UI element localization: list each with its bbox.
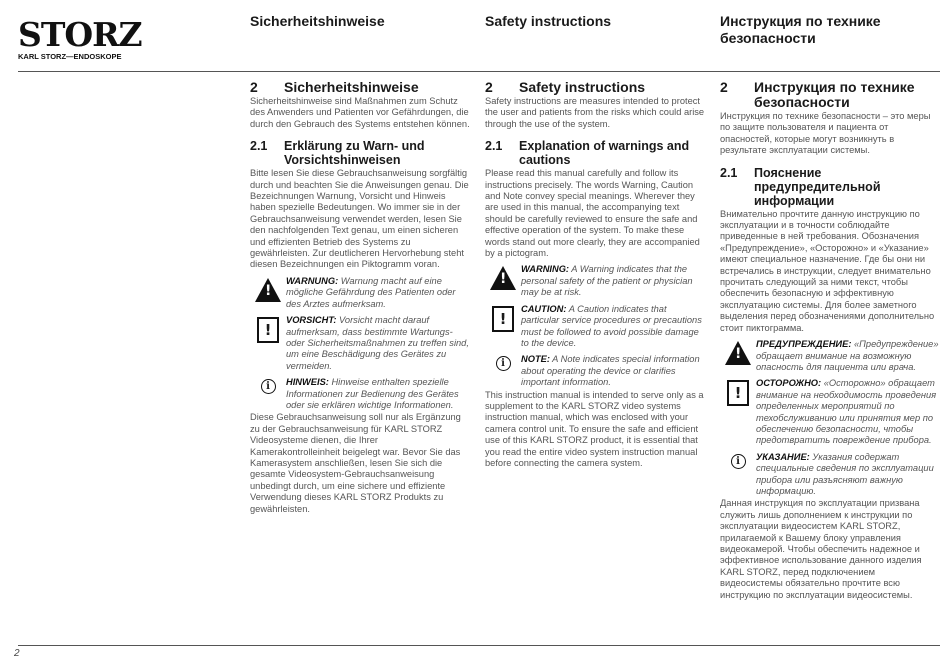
section-heading bbox=[720, 80, 940, 110]
section-title: Safety instructions bbox=[519, 79, 646, 95]
karl-storz-logo bbox=[18, 15, 150, 61]
section-number: 2 bbox=[485, 79, 493, 95]
caution-text: «Осторожно» обращает внимание на необходимость проведения определенных мероприятий по техобслуживанию или принятия мер по обеспечению безопасности, чтобы предотвратить повреждение прибора. bbox=[756, 378, 937, 446]
caution-note bbox=[720, 378, 940, 446]
logo-wordmark: STORZ bbox=[18, 15, 142, 54]
section-number: 2 bbox=[720, 79, 728, 95]
caution-text: Vorsicht macht darauf aufmerksam, dass bestimmte Wartungs- oder Sicherheitsmaßnahmen zu treffen sind, um eine Beschädigung des Gerätes zu vermeiden. bbox=[286, 315, 469, 371]
section-title: Sicherheitshinweise bbox=[284, 79, 419, 95]
body-paragraph: Внимательно прочтите данную инструкцию по эксплуатации и в точности соблюдайте приведенные в ней требования. Обозначения «Предупреждение», «Осторожно» и «Указание» имеют специальное назначение. Где бы они ни встречались в инструкции, следует внимательно прочитать следующий за ними текст, чтобы обеспечить безопасную и эффективную эксплуатацию системы. Для более заметного выделения перед обозначениями дополнительно стоит пиктограмма. bbox=[720, 208, 935, 333]
subsection-title: Erklärung zu Warn- und Vorsichtshinweisen bbox=[284, 139, 425, 168]
caution-label: VORSICHT: bbox=[286, 315, 337, 326]
intro-paragraph: Safety instructions are measures intended to protect the user and patients from the risks which could arise through the use of the system. bbox=[485, 96, 705, 129]
section-heading bbox=[485, 80, 707, 95]
body-paragraph: Bitte lesen Sie diese Gebrauchsanweisung sorgfältig durch und beachten Sie die Anweisungen genau. Die Bezeichnungen Warnung, Vorsicht und Hinweis haben spezielle Bedeutungen. Wo immer sie in der Gebrauchsanweisung verwendet werden, lesen Sie den nachfolgenden Text genau, um einen sicheren und effizienten Betrieb des Systems zu gewährleisten. Zur deutlicheren Hervorhebung steht diesen Bezeichnungen ein Piktogramm voran. bbox=[250, 168, 469, 270]
bottom-divider bbox=[18, 645, 940, 646]
body-paragraph: Please read this manual carefully and follow its instructions precisely. The words Warning, Caution and Note convey special meanings. Wherever they are used in this manual, the accompanying text should be carefully reviewed to ensure the safe and effective operation of the system. To make these words stand out more clearly, they are accompanied by a pictogram. bbox=[485, 168, 700, 259]
logo-subline: KARL STORZ—ENDOSKOPE bbox=[18, 52, 122, 61]
caution-note bbox=[485, 304, 707, 350]
top-divider bbox=[18, 71, 940, 72]
info-note bbox=[485, 354, 707, 388]
subsection-heading bbox=[485, 139, 707, 167]
caution-icon: ! bbox=[257, 317, 279, 343]
warning-label: WARNING: bbox=[521, 264, 570, 275]
subsection-heading bbox=[720, 166, 940, 208]
warning-triangle-icon: ! bbox=[490, 266, 516, 290]
note-label: УКАЗАНИЕ: bbox=[756, 451, 810, 462]
caution-label: ОСТОРОЖНО: bbox=[756, 378, 822, 389]
warning-label: ПРЕДУПРЕЖДЕНИЕ: bbox=[756, 339, 852, 350]
body-paragraph-2: Данная инструкция по эксплуатации призвана служить лишь дополнением к инструкции по эксплуатации видеосистем KARL STORZ, прилагаемой к Вашему блоку управления видеокамерой. Чтобы обеспечить надежное и эффективное использование данного изделия KARL STORZ, перед подключением видеосистемы обязательно прочтите всю инструкцию по эксплуатации видеосистемы. bbox=[720, 498, 922, 600]
info-icon: i bbox=[731, 454, 746, 469]
warning-triangle-icon: ! bbox=[725, 341, 751, 365]
subsection-title: Пояснение предупредительной информации bbox=[754, 165, 881, 208]
caution-icon: ! bbox=[492, 306, 514, 332]
subsection-number: 2.1 bbox=[250, 139, 268, 154]
caution-label: CAUTION: bbox=[521, 303, 567, 314]
note-text: Указания содержат специальные сведения по эксплуатации прибора или разъясняют важную информацию. bbox=[756, 451, 934, 496]
note-label: HINWEIS: bbox=[286, 377, 329, 388]
warning-note bbox=[250, 276, 470, 310]
subsection-number: 2.1 bbox=[720, 165, 738, 180]
column-de bbox=[250, 80, 470, 515]
info-icon: i bbox=[261, 379, 276, 394]
info-note bbox=[250, 377, 470, 411]
info-icon: i bbox=[496, 356, 511, 371]
note-text: Hinweise enthalten spezielle Informationen zur Bedienung des Gerätes oder sie erklären wichtige Informationen. bbox=[286, 377, 459, 410]
intro-paragraph: Sicherheitshinweise sind Maßnahmen zum Schutz des Anwenders und Patienten vor Gefährdungen, die durch den Gebrauch des Systems entstehen können. bbox=[250, 96, 470, 129]
warning-triangle-icon: ! bbox=[255, 278, 281, 302]
note-label: NOTE: bbox=[521, 354, 550, 365]
header-en: Safety instructions bbox=[485, 13, 612, 29]
column-ru bbox=[720, 80, 940, 601]
caution-icon: ! bbox=[727, 380, 749, 406]
subsection-number: 2.1 bbox=[485, 139, 503, 154]
header-de: Sicherheitshinweise bbox=[250, 13, 385, 29]
body-paragraph-2: Diese Gebrauchsanweisung soll nur als Ergänzung zu der Gebrauchsanweisung für KARL STORZ Videosysteme dienen, die Ihrer Kamerakontrolleinheit beigelegt war. Bevor Sie das Kamerasystem anschließen, lesen Sie sich die gesamte Videosystem-Gebrauchsanweisung unbedingt durch, um eine sichere und effiziente Verwendung dieses KARL STORZ Produkts zu gewährleisten. bbox=[250, 412, 461, 514]
intro-paragraph: Инструкция по технике безопасности – это меры по защите пользователя и пациента от опасностей, которые могут возникнуть в результате эксплуатации системы. bbox=[720, 111, 931, 156]
warning-text: «Предупреждение» обращает внимание на возможную опасность для пациента или врача. bbox=[756, 339, 939, 372]
header-ru: Инструкция по технике безопасности bbox=[720, 13, 881, 46]
caution-text: A Caution indicates that particular service procedures or precautions must be followed to avoid possible damage to the device. bbox=[521, 303, 702, 348]
caution-note bbox=[250, 315, 470, 372]
warning-note bbox=[720, 339, 940, 373]
section-heading bbox=[250, 80, 470, 95]
info-note bbox=[720, 452, 940, 498]
subsection-title: Explanation of warnings and cautions bbox=[519, 139, 690, 168]
page-number: 2 bbox=[14, 648, 20, 659]
column-en bbox=[485, 80, 707, 469]
warning-text: Warnung macht auf eine mögliche Gefährdung des Patienten oder des Arztes aufmerksam. bbox=[286, 275, 456, 309]
warning-text: A Warning indicates that the personal safety of the patient or physician may be at risk. bbox=[521, 264, 693, 298]
warning-label: WARNUNG: bbox=[286, 275, 339, 286]
subsection-heading bbox=[250, 139, 470, 167]
warning-note bbox=[485, 264, 707, 298]
note-text: A Note indicates special information about operating the device or clarifies important information. bbox=[521, 354, 700, 388]
body-paragraph-2: This instruction manual is intended to serve only as a supplement to the KARL STORZ video systems instruction manual, which was enclosed with your camera control unit. To ensure the safe and efficient use of this KARL STORZ product, it is essential that you read the entire video system instruction manual before connecting the camera system. bbox=[485, 389, 704, 468]
section-number: 2 bbox=[250, 79, 258, 95]
section-title: Инструкция по технике безопасности bbox=[754, 79, 915, 110]
